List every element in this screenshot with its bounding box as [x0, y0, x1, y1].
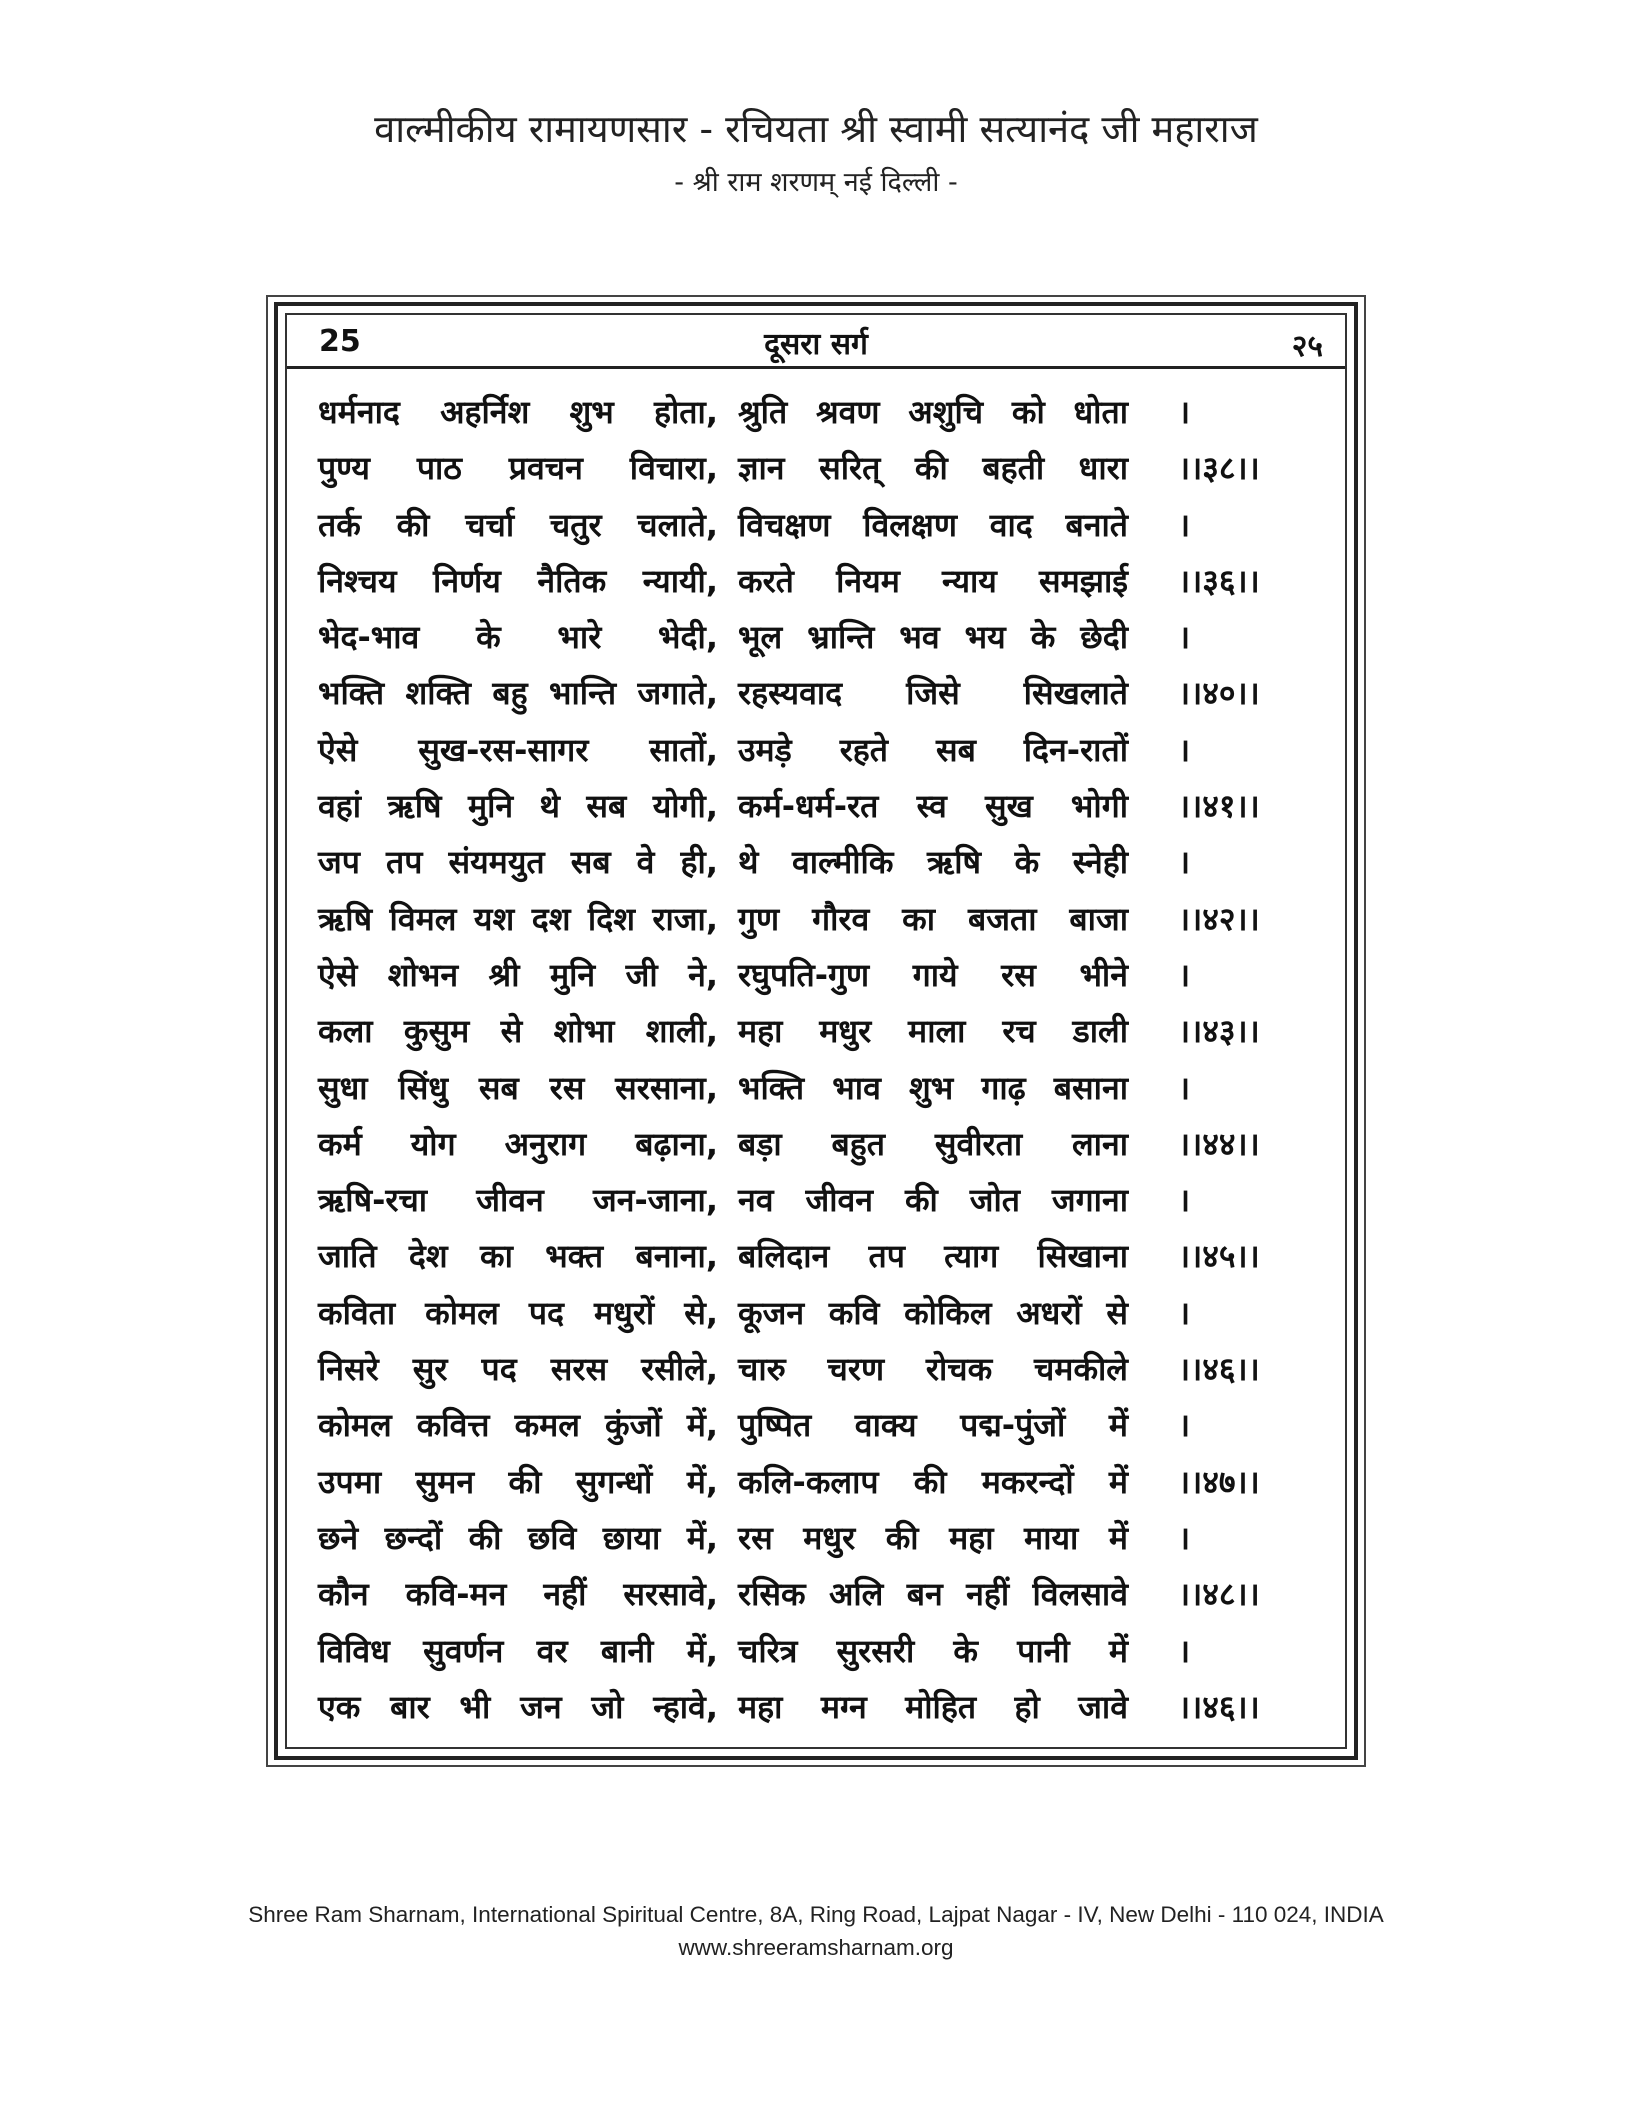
verse-mark: ।।४४।। [1178, 1124, 1260, 1163]
verse-line [318, 1285, 1328, 1341]
verse-right-half: कलि-कलाप की मकरन्दों में [738, 1462, 1128, 1501]
verse-line [318, 609, 1328, 665]
footer-website: www.shreeramsharnam.org [678, 1935, 954, 1960]
verse-left-half: जाति देश का भक्त बनाना, [318, 1237, 718, 1276]
verse-line [318, 1228, 1328, 1284]
verse-line [318, 891, 1328, 947]
verse-mark: ।।४२।। [1178, 899, 1260, 938]
verse-line [318, 1397, 1328, 1453]
page-number-arabic: 25 [319, 324, 361, 359]
verse-mark: । [1178, 730, 1191, 769]
verse-mark: । [1178, 1518, 1191, 1557]
verse-left-half: जप तप संयमयुत सब वे ही, [318, 843, 718, 882]
page-number-devanagari: २५ [1291, 329, 1323, 364]
verse-left-half: छने छन्दों की छवि छाया में, [318, 1518, 718, 1557]
verse-right-half: उमड़े रहते सब दिन-रातों [738, 730, 1128, 769]
verse-right-half: बड़ा बहुत सुवीरता लाना [738, 1124, 1128, 1163]
verse-line [318, 1172, 1328, 1228]
verse-line [318, 1341, 1328, 1397]
verse-mark: । [1178, 618, 1191, 657]
verse-right-half: रहस्यवाद जिसे सिखलाते [738, 674, 1128, 713]
verse-left-half: विविध सुवर्णन वर बानी में, [318, 1631, 718, 1670]
verse-mark: ।।४०।। [1178, 674, 1260, 713]
verse-left-half: एक बार भी जन जो न्हावे, [318, 1687, 718, 1726]
verse-right-half: रघुपति-गुण गाये रस भीने [738, 955, 1128, 994]
verse-right-half: गुण गौरव का बजता बाजा [738, 899, 1128, 938]
verse-mark: । [1178, 1631, 1191, 1670]
chapter-title: दूसरा सर्ग [764, 327, 868, 362]
verse-line [318, 1510, 1328, 1566]
verse-left-half: ऐसे शोभन श्री मुनि जी ने, [318, 955, 718, 994]
verse-right-half: नव जीवन की जोत जगाना [738, 1181, 1128, 1220]
verse-right-half: रस मधुर की महा माया में [738, 1518, 1128, 1557]
verse-right-half: थे वाल्मीकि ऋषि के स्नेही [738, 843, 1128, 882]
verse-line [318, 1623, 1328, 1679]
verse-line [318, 1566, 1328, 1622]
verse-right-half: बलिदान तप त्याग सिखाना [738, 1237, 1128, 1276]
verse-mark: ।।४५।। [1178, 1237, 1260, 1276]
verse-line [318, 1060, 1328, 1116]
verse-mark: ।।४६।। [1178, 1350, 1260, 1389]
verse-line [318, 778, 1328, 834]
document-title: वाल्मीकीय रामायणसार - रचियता श्री स्वामी सत्यानंद जी महाराज [374, 107, 1258, 151]
verse-right-half: करते नियम न्याय समझाई [738, 561, 1128, 600]
verse-line [318, 1454, 1328, 1510]
verse-right-half: श्रुति श्रवण अशुचि को धोता [738, 393, 1128, 431]
verse-left-half: कौन कवि-मन नहीं सरसावे, [318, 1575, 718, 1614]
verse-right-half: कर्म-धर्म-रत स्व सुख भोगी [738, 787, 1128, 826]
verse-right-half: भक्ति भाव शुभ गाढ़ बसाना [738, 1068, 1128, 1107]
verse-left-half: सुधा सिंधु सब रस सरसाना, [318, 1068, 718, 1107]
verse-line [318, 497, 1328, 553]
verse-left-half: कर्म योग अनुराग बढ़ाना, [318, 1124, 718, 1163]
verse-line [318, 722, 1328, 778]
verse-line [318, 553, 1328, 609]
verse-left-half: वहां ऋषि मुनि थे सब योगी, [318, 787, 718, 826]
footer-address: Shree Ram Sharnam, International Spiritual Centre, 8A, Ring Road, Lajpat Nagar - IV, New Delhi - 110 024, INDIA [248, 1902, 1384, 1927]
verse-right-half: ज्ञान सरित् की बहती धारा [738, 449, 1128, 488]
verse-left-half: निश्चय निर्णय नैतिक न्यायी, [318, 561, 718, 600]
verse-mark: । [1178, 393, 1191, 431]
verse-mark: ।।४६।। [1178, 1687, 1260, 1726]
verse-right-half: महा मग्न मोहित हो जावे [738, 1687, 1128, 1726]
verse-mark: ।।४३।। [1178, 1012, 1260, 1051]
verse-mark: । [1178, 955, 1191, 994]
verse-left-half: ऋषि विमल यश दश दिश राजा, [318, 899, 718, 938]
verse-mark: । [1178, 1181, 1191, 1220]
verse-mark: ।।३६।। [1178, 561, 1260, 600]
verse-line [318, 1679, 1328, 1735]
verse-mark: । [1178, 1406, 1191, 1445]
verse-mark: ।।३८।। [1178, 449, 1260, 488]
verse-left-half: पुण्य पाठ प्रवचन विचारा, [318, 449, 718, 488]
verse-line [318, 665, 1328, 721]
verse-line [318, 1003, 1328, 1059]
verse-right-half: चरित्र सुरसरी के पानी में [738, 1631, 1128, 1670]
verse-left-half: कोमल कवित्त कमल कुंजों में, [318, 1406, 718, 1445]
verse-mark: । [1178, 505, 1191, 544]
verse-list [318, 384, 1328, 1735]
verse-right-half: महा मधुर माला रच डाली [738, 1012, 1128, 1051]
verse-right-half: विचक्षण विलक्षण वाद बनाते [738, 505, 1128, 544]
verse-line [318, 947, 1328, 1003]
verse-left-half: कविता कोमल पद मधुरों से, [318, 1293, 718, 1332]
verse-right-half: चारु चरण रोचक चमकीले [738, 1350, 1128, 1389]
verse-mark: ।।४८।। [1178, 1575, 1260, 1614]
verse-left-half: ऐसे सुख-रस-सागर सातों, [318, 730, 718, 769]
verse-mark: । [1178, 1293, 1191, 1332]
verse-right-half: कूजन कवि कोकिल अधरों से [738, 1293, 1128, 1332]
verse-left-half: भक्ति शक्ति बहु भान्ति जगाते, [318, 674, 718, 713]
verse-line [318, 1116, 1328, 1172]
verse-left-half: भेद-भाव के भारे भेदी, [318, 618, 718, 657]
verse-line [318, 440, 1328, 496]
verse-left-half: कला कुसुम से शोभा शाली, [318, 1012, 718, 1051]
verse-right-half: रसिक अलि बन नहीं विलसावे [738, 1575, 1128, 1614]
verse-left-half: निसरे सुर पद सरस रसीले, [318, 1350, 718, 1389]
verse-mark: । [1178, 843, 1191, 882]
verse-mark: । [1178, 1068, 1191, 1107]
verse-right-half: भूल भ्रान्ति भव भय के छेदी [738, 618, 1128, 657]
verse-right-half: पुष्पित वाक्य पद्म-पुंजों में [738, 1406, 1128, 1445]
verse-left-half: तर्क की चर्चा चतुर चलाते, [318, 505, 718, 544]
verse-left-half: धर्मनाद अहर्निश शुभ होता, [318, 393, 718, 431]
verse-left-half: उपमा सुमन की सुगन्धों में, [318, 1462, 718, 1501]
page-header [287, 316, 1345, 366]
verse-mark: ।।४७।। [1178, 1462, 1260, 1501]
verse-left-half: ऋषि-रचा जीवन जन-जाना, [318, 1181, 718, 1220]
header-divider [287, 366, 1345, 369]
verse-line [318, 384, 1328, 440]
document-subtitle: - श्री राम शरणम् नई दिल्ली - [674, 167, 958, 198]
verse-mark: ।।४१।। [1178, 787, 1260, 826]
verse-line [318, 834, 1328, 890]
